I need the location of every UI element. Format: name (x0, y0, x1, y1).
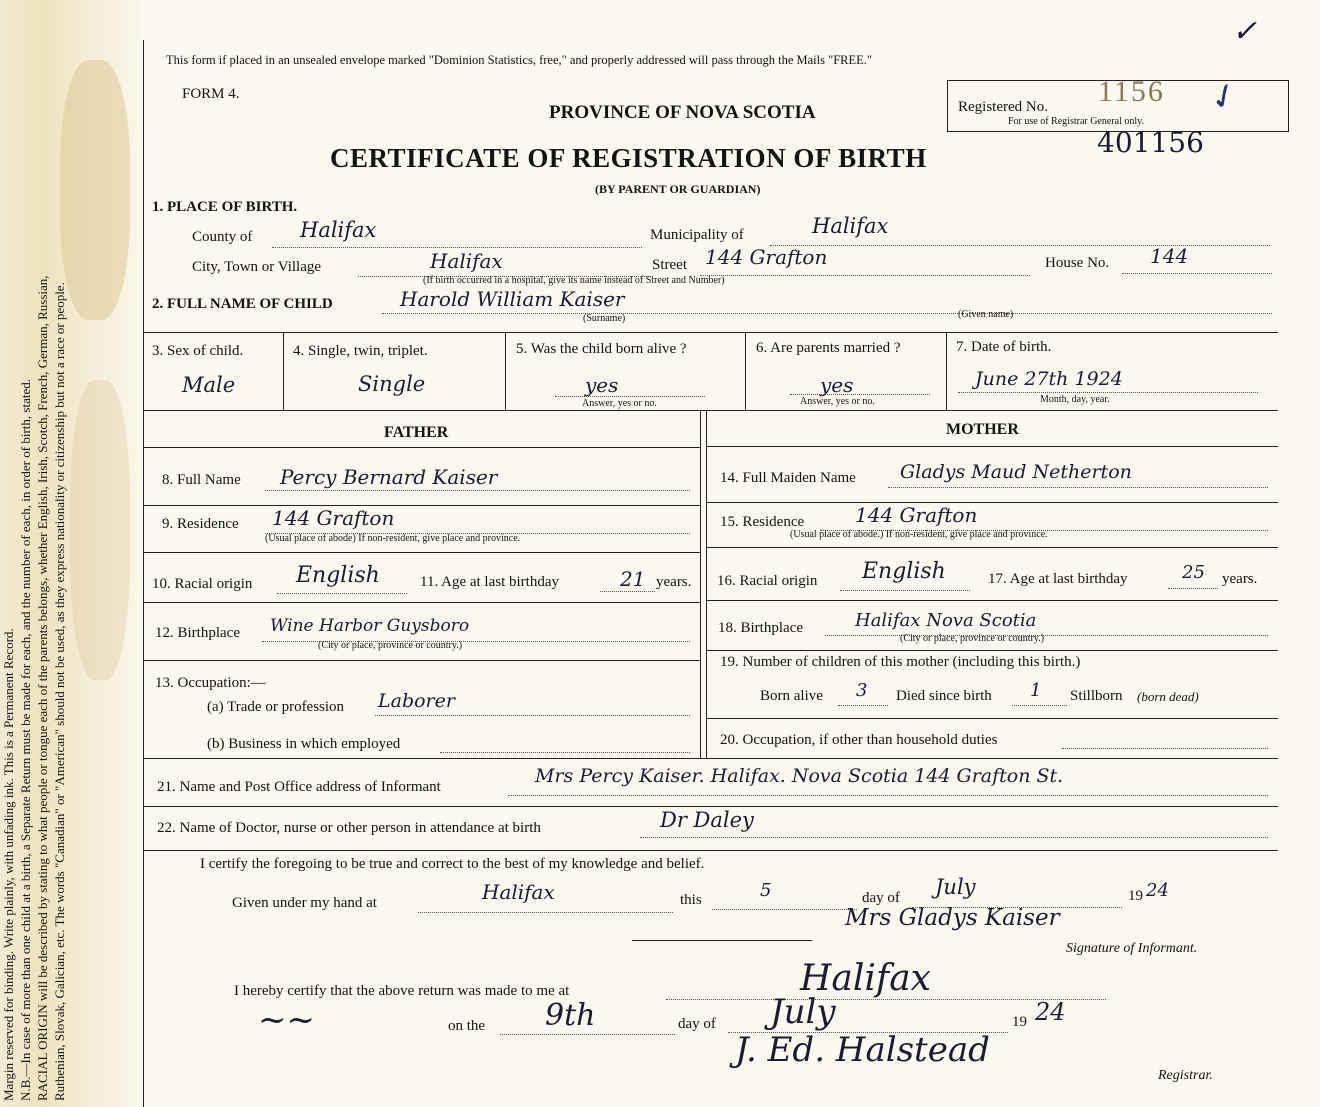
dob-note: Month, day, year. (1040, 394, 1110, 405)
house-number-value: 144 (1150, 244, 1189, 268)
born-alive-question: 5. Was the child born alive ? (516, 341, 687, 357)
signature-label: Signature of Informant. (1066, 941, 1198, 956)
father-years: years. (656, 574, 692, 590)
dob-label: 7. Date of birth. (956, 339, 1052, 355)
registrar-year-prefix: 19 (1012, 1014, 1027, 1030)
sex-value: Male (182, 373, 236, 397)
father-name-value: Percy Bernard Kaiser (280, 465, 498, 489)
this-label: this (680, 892, 702, 908)
rule (706, 410, 707, 758)
father-age-value: 21 (620, 567, 646, 591)
father-residence-value: 144 Grafton (272, 506, 395, 530)
municipality-line (770, 245, 1270, 246)
registrar-label: Registrar. (1158, 1068, 1213, 1083)
mother-residence-label: 15. Residence (720, 514, 805, 530)
rule (706, 547, 1278, 548)
hospital-note: (If birth occurred in a hospital, give its name instead of Street and Number) (423, 275, 725, 286)
business-line (440, 752, 690, 753)
registrar-signature: J. Ed. Halstead (735, 1030, 990, 1070)
father-birthplace-label: 12. Birthplace (155, 625, 240, 641)
plurality-value: Single (358, 372, 426, 396)
mother-age-line (1168, 588, 1218, 589)
occupation-label: 13. Occupation:— (155, 675, 266, 691)
margin-line: Ruthenian, Slovak, Galician, etc. The words "Canadian" or "American" should not be used, as they express nationality or citizenship but not a race or people. (52, 282, 67, 1101)
municipality-value: Halifax (812, 214, 889, 238)
rule (946, 332, 947, 410)
informant-line (508, 795, 1268, 796)
street-value: 144 Grafton (705, 245, 828, 269)
father-residence-note: (Usual place of abode) If non-resident, give place and province. (265, 533, 521, 544)
margin-line: Margin reserved for binding. Write plainly, with unfading ink. This is a Permanent Record. (1, 628, 16, 1101)
business-label: (b) Business in which employed (207, 736, 401, 752)
sex-label: 3. Sex of child. (152, 343, 244, 359)
mother-heading: MOTHER (946, 421, 1019, 438)
children-count-label: 19. Number of children of this mother (including this birth.) (720, 654, 1081, 670)
mother-race-label: 16. Racial origin (717, 573, 818, 589)
rule (143, 806, 1278, 807)
rule (505, 332, 506, 410)
doctor-label: 22. Name of Doctor, nurse or other person in attendance at birth (157, 820, 541, 836)
mother-race-value: English (862, 559, 946, 584)
mother-age-value: 25 (1182, 562, 1205, 583)
form-number: FORM 4. (182, 86, 240, 102)
trade-label: (a) Trade or profession (207, 699, 345, 715)
rule (143, 758, 1278, 759)
died-value: 1 (1030, 680, 1042, 701)
county-line (272, 247, 642, 248)
given-day-line (712, 909, 857, 910)
rule (706, 446, 1278, 447)
certify-statement: I certify the foregoing to be true and correct to the best of my knowledge and belief. (200, 856, 705, 872)
rule (143, 447, 700, 448)
margin-rule (143, 40, 144, 1107)
postal-notice: This form if placed in an unsealed envelope marked "Dominion Statistics, free," and properly addressed will pass through the Mails "FREE." (166, 53, 873, 67)
rule (632, 940, 812, 941)
father-name-line (265, 490, 690, 491)
father-race-line (277, 593, 407, 594)
born-alive-answer: yes (585, 373, 619, 397)
registered-label: Registered No. (958, 99, 1048, 115)
rule (143, 660, 700, 661)
doctor-value: Dr Daley (660, 808, 754, 832)
born-alive-line (838, 705, 888, 706)
street-label: Street (652, 257, 687, 273)
day-of-label: day of (862, 890, 900, 906)
answer-note: Answer, yes or no. (582, 398, 657, 409)
parents-married-answer: yes (820, 373, 854, 397)
informant-label: 21. Name and Post Office address of Informant (157, 779, 441, 795)
mother-name-line (888, 487, 1268, 488)
father-name-label: 8. Full Name (162, 472, 241, 488)
house-line (1122, 273, 1272, 274)
father-age-label: 11. Age at last birthday (420, 574, 559, 590)
registrar-note: For use of Registrar General only. (1008, 116, 1144, 127)
dob-value: June 27th 1924 (975, 368, 1123, 390)
registrar-scrawl: ~~ (258, 1000, 315, 1040)
given-label: Given under my hand at (232, 895, 377, 911)
answer-line (555, 396, 705, 397)
county-label: County of (192, 229, 253, 245)
child-name-line (382, 313, 1272, 314)
binding-margin (0, 0, 142, 1107)
father-race-value: English (296, 563, 380, 588)
mother-name-value: Gladys Maud Netherton (900, 461, 1132, 483)
rule (143, 410, 1278, 411)
trade-value: Laborer (378, 690, 455, 712)
registered-number-box (947, 74, 1289, 132)
mother-name-label: 14. Full Maiden Name (720, 470, 856, 486)
father-birthplace-note: (City or place, province or country.) (318, 640, 463, 651)
died-line (1012, 705, 1067, 706)
rule (283, 332, 284, 410)
father-birthplace-value: Wine Harbor Guysboro (270, 616, 470, 636)
father-race-label: 10. Racial origin (152, 576, 253, 592)
mother-occupation-label: 20. Occupation, if other than household duties (720, 732, 998, 748)
mother-residence-note: (Usual place of abode.) If non-resident, give place and province. (790, 529, 1048, 540)
rule (143, 850, 1278, 851)
registrar-statement: I hereby certify that the above return was made to me at (234, 983, 570, 999)
rule (706, 600, 1278, 601)
parents-married-question: 6. Are parents married ? (756, 340, 901, 356)
registrar-year-value: 24 (1035, 998, 1066, 1026)
rule (143, 332, 1278, 333)
county-value: Halifax (300, 218, 377, 242)
mother-residence-value: 144 Grafton (855, 503, 978, 527)
informant-signature: Mrs Gladys Kaiser (845, 905, 1060, 931)
born-alive-value: 3 (856, 680, 868, 701)
given-month-value: July (935, 875, 976, 899)
mother-birthplace-note: (City or place, province or country.) (900, 633, 1045, 644)
father-residence-label: 9. Residence (162, 516, 239, 532)
rule (706, 650, 1278, 651)
answer-note: Answer, yes or no. (800, 396, 875, 407)
mother-birthplace-line (825, 635, 1268, 636)
given-day-value: 5 (760, 880, 772, 901)
registrar-place-value: Halifax (800, 958, 931, 999)
father-age-line (600, 591, 655, 592)
on-the-label: on the (448, 1018, 486, 1034)
child-name-label: 2. FULL NAME OF CHILD (152, 296, 333, 312)
rule (143, 552, 700, 553)
mother-occupation-line (1062, 748, 1268, 749)
stillborn-note: (born dead) (1137, 689, 1199, 704)
given-name-note: (Given name) (958, 309, 1014, 320)
registrar-day-of-label: day of (678, 1016, 716, 1032)
corner-check-mark: ✓ (1232, 14, 1258, 49)
rule (700, 410, 701, 758)
municipality-label: Municipality of (650, 227, 744, 243)
registrar-day-value: 9th (545, 998, 596, 1033)
margin-line: N.B.—In case of more than one child at a birth, a Separate Return must be made for each, and the number of each, in order of birth, stated. (18, 379, 33, 1101)
answer-line (790, 394, 930, 395)
mother-age-label: 17. Age at last birthday (988, 571, 1128, 587)
place-of-birth-heading: 1. PLACE OF BIRTH. (152, 199, 298, 215)
child-name-value: Harold William Kaiser (400, 287, 625, 311)
year-prefix: 19 (1128, 888, 1143, 904)
rule (745, 332, 746, 410)
dob-line (958, 392, 1258, 393)
mother-birthplace-label: 18. Birthplace (718, 620, 803, 636)
mother-birthplace-value: Halifax Nova Scotia (855, 610, 1037, 631)
city-value: Halifax (430, 249, 503, 273)
margin-line: RACIAL ORIGIN will be described by stating to what people or tongue each of the parents belongs, whether English, Irish, Scotch, French, German, Russian, (35, 275, 50, 1101)
city-label: City, Town or Village (192, 259, 322, 275)
stamp-number: 401156 (1097, 126, 1204, 159)
rule (143, 505, 700, 506)
trade-line (375, 715, 690, 716)
given-place-value: Halifax (482, 880, 555, 904)
father-heading: FATHER (384, 424, 449, 441)
mother-race-line (840, 590, 970, 591)
mother-years: years. (1222, 571, 1258, 587)
certificate-subtitle: (BY PARENT OR GUARDIAN) (595, 182, 761, 196)
rule (143, 602, 700, 603)
informant-value: Mrs Percy Kaiser. Halifax. Nova Scotia 144 Grafton St. (535, 765, 1064, 787)
rule (706, 502, 1278, 503)
province-heading: PROVINCE OF NOVA SCOTIA (549, 102, 816, 123)
registrar-day-line (500, 1034, 675, 1035)
doctor-line (640, 837, 1268, 838)
registrar-month-value: July (770, 992, 836, 1032)
born-alive-label: Born alive (760, 688, 823, 704)
plurality-label: 4. Single, twin, triplet. (293, 343, 428, 359)
given-year-value: 24 (1146, 880, 1169, 901)
stillborn-label: Stillborn (1070, 688, 1123, 704)
registered-value: 1156 (1098, 75, 1165, 108)
rule (706, 718, 1278, 719)
died-label: Died since birth (896, 688, 992, 704)
surname-note: (Surname) (583, 313, 626, 324)
blue-check-mark: ✓ (1203, 74, 1246, 121)
house-number-label: House No. (1045, 255, 1110, 271)
given-place-line (418, 912, 673, 913)
certificate-title: CERTIFICATE OF REGISTRATION OF BIRTH (330, 143, 927, 173)
margin-instructions (0, 0, 142, 1107)
street-line (700, 275, 1030, 276)
